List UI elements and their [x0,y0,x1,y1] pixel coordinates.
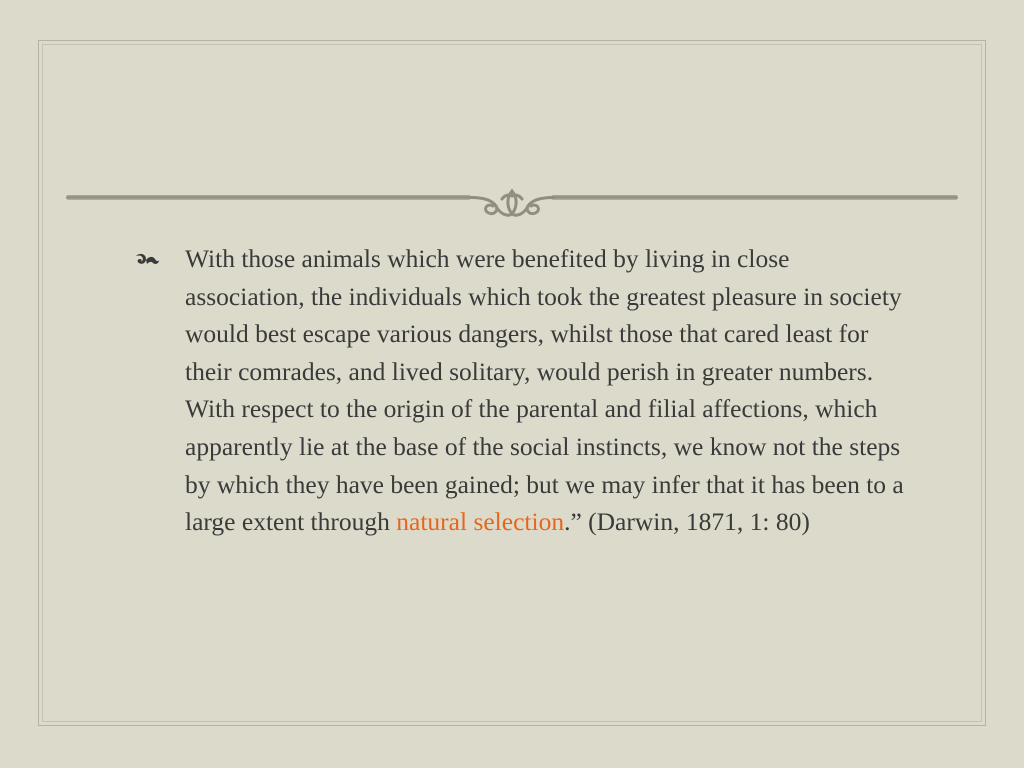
bullet-item [130,240,910,541]
divider-rule-left [66,195,471,200]
scroll-ornament-icon [471,191,553,215]
quote-text-main: With those animals which were benefited by living in close association, the individuals which took the greatest pleasure in society would best escape various dangers, whilst those that cared least for their comrades, and lived solitary, would perish in greater numbers. With respect to the origin of the parental and filial affections, which apparently lie at the base of the social instincts, we know not the steps by which they have been gained; but we may infer that it has been to a large extent through [185,244,904,537]
scroll-ornament-divider [66,186,958,226]
quote-citation: .” (Darwin, 1871, 1: 80) [564,507,810,537]
fleuron-bullet-icon [134,252,160,268]
darwin-quote-text [185,240,910,541]
natural-selection-highlight: natural selection [396,507,565,537]
divider-rule-right [551,195,958,200]
slide-content [130,240,910,541]
